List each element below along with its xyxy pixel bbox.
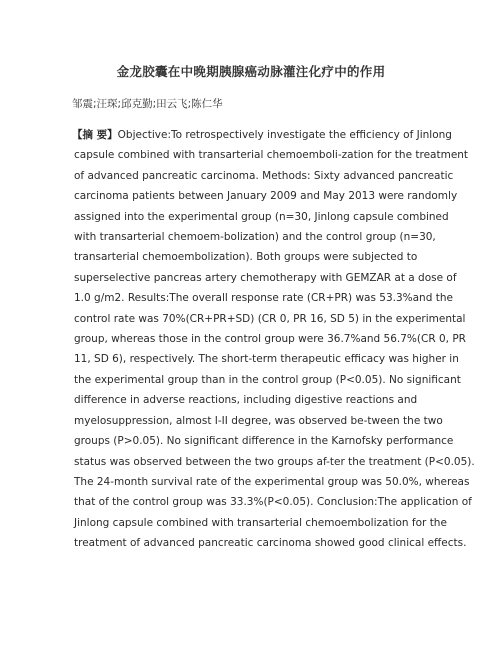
abstract-line: that of the control group was 33.3%(P<0.05). Conclusion:The application of [74, 496, 472, 509]
abstract-line: treatment of advanced pancreatic carcinoma showed good clinical effects. [74, 537, 467, 550]
abstract-line [72, 125, 452, 145]
abstract-line: The 24-month survival rate of the experimental group was 50.0%, whereas [74, 475, 470, 488]
abstract-line: difference in adverse reactions, including digestive reactions and [74, 394, 418, 407]
abstract-line: assigned into the experimental group (n=30, Jinlong capsule combined [74, 210, 449, 223]
abstract-line: Jinlong capsule combined with transarterial chemoembolization for the [74, 516, 447, 529]
abstract-line: with transarterial chemoem-bolization) and the control group (n=30, [74, 231, 436, 244]
paper-title: 金龙胶囊在中晚期胰腺癌动脉灌注化疗中的作用 [116, 64, 386, 79]
abstract-line: myelosuppression, almost I-II degree, was observed be-tween the two [74, 414, 443, 427]
abstract [72, 125, 475, 554]
abstract-text: Objective:To retrospectively investigate the efficiency of Jinlong [117, 129, 452, 141]
abstract-line: 11, SD 6), respectively. The short-term therapeutic efficacy was higher in [74, 353, 459, 366]
abstract-line: groups (P>0.05). No significant difference in the Karnofsky performance [74, 435, 454, 448]
abstract-line: status was observed between the two groups af-ter the treatment (P<0.05). [74, 455, 475, 468]
abstract-line: of advanced pancreatic carcinoma. Methods: Sixty advanced pancreatic [74, 169, 454, 182]
abstract-line: the experimental group than in the control group (P<0.05). No significant [74, 373, 461, 386]
abstract-line: group, whereas those in the control group were 36.7%and 56.7%(CR 0, PR [74, 333, 466, 346]
abstract-line: carcinoma patients between January 2009 and May 2013 were randomly [74, 190, 458, 203]
abstract-line: superselective pancreas artery chemotherapy with GEMZAR at a dose of [74, 271, 457, 284]
abstract-line: 1.0 g/m2. Results:The overall response rate (CR+PR) was 53.3%and the [74, 292, 453, 305]
abstract-line: capsule combined with transarterial chemoemboli-zation for the treatment [74, 149, 469, 162]
author-list: 邹震;汪琛;邱克勤;田云飞;陈仁华 [72, 98, 223, 110]
abstract-line: transarterial chemoembolization). Both groups were subjected to [74, 251, 418, 264]
abstract-line: control rate was 70%(CR+PR+SD) (CR 0, PR 16, SD 5) in the experimental [74, 312, 466, 325]
abstract-label: 【摘 要】 [72, 129, 118, 141]
